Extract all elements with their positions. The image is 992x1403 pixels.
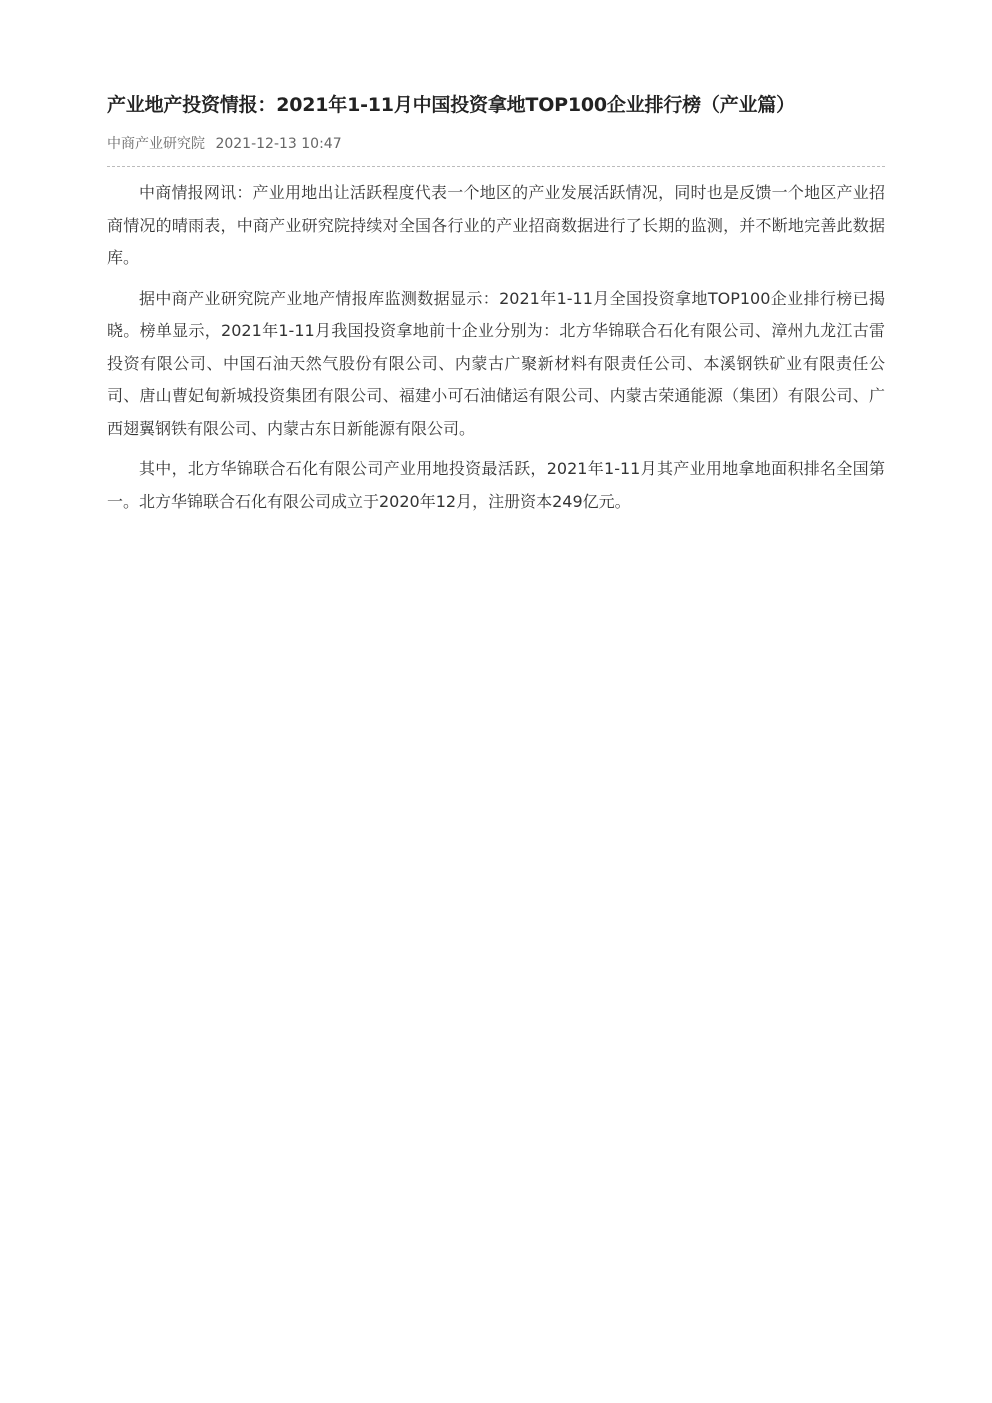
article	[107, 88, 885, 526]
article-body	[107, 177, 885, 518]
article-title: 产业地产投资情报：2021年1-11月中国投资拿地TOP100企业排行榜（产业篇）	[107, 94, 795, 116]
article-source: 中商产业研究院	[107, 136, 205, 152]
article-paragraph: 中商情报网讯：产业用地出让活跃程度代表一个地区的产业发展活跃情况，同时也是反馈一个地区产业招商情况的晴雨表，中商产业研究院持续对全国各行业的产业招商数据进行了长期的监测，并不断地完善此数据库。	[107, 183, 885, 267]
article-meta	[107, 134, 885, 154]
article-paragraph: 其中，北方华锦联合石化有限公司产业用地投资最活跃，2021年1-11月其产业用地拿地面积排名全国第一。北方华锦联合石化有限公司成立于2020年12月，注册资本249亿元。	[107, 459, 885, 511]
article-paragraph: 据中商产业研究院产业地产情报库监测数据显示：2021年1-11月全国投资拿地TOP100企业排行榜已揭晓。榜单显示，2021年1-11月我国投资拿地前十企业分别为：北方华锦联合石化有限公司、漳州九龙江古雷投资有限公司、中国石油天然气股份有限公司、内蒙古广聚新材料有限责任公司、本溪钢铁矿业有限责任公司、唐山曹妃甸新城投资集团有限公司、福建小可石油储运有限公司、内蒙古荣通能源（集团）有限公司、广西翅翼钢铁有限公司、内蒙古东日新能源有限公司。	[107, 288, 885, 438]
divider	[107, 166, 885, 167]
article-datetime: 2021-12-13 10:47	[215, 136, 342, 152]
